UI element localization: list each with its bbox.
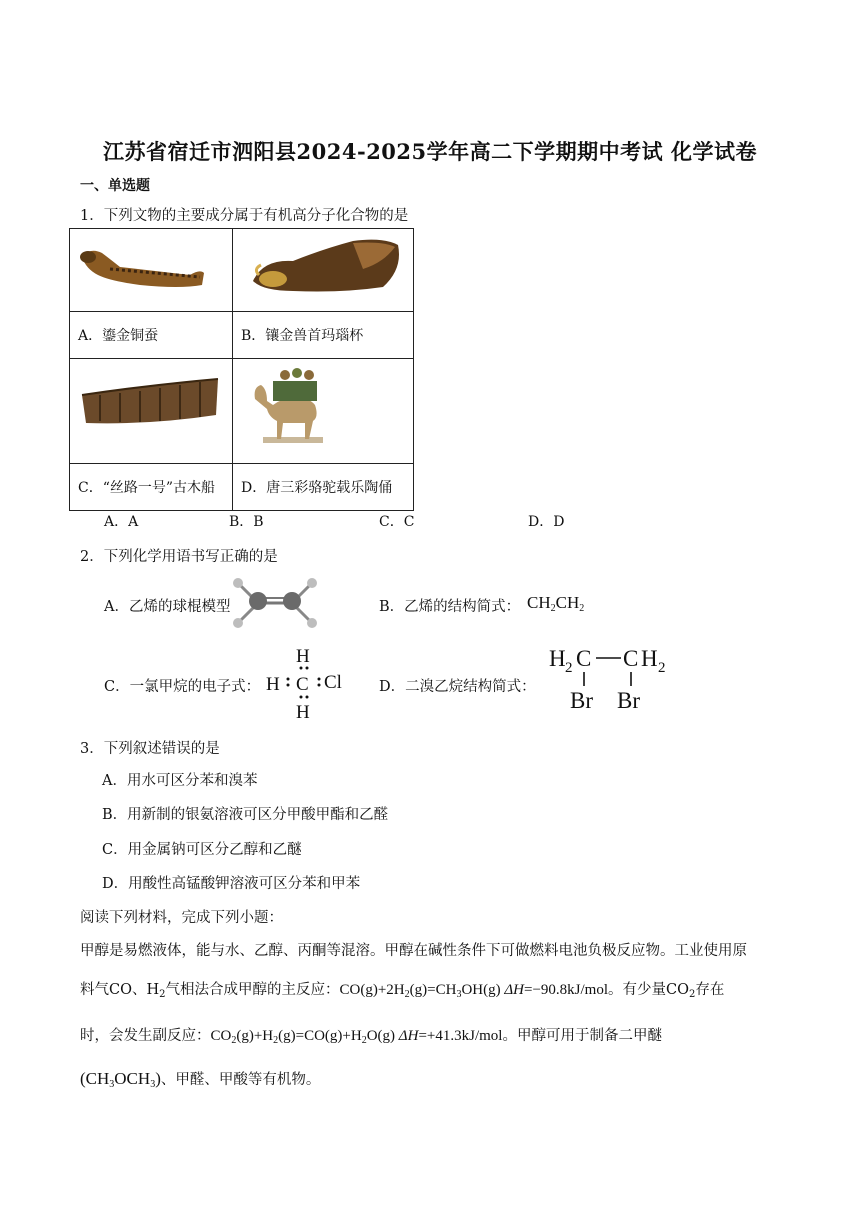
q3-option-b: B．用新制的银氨溶液可区分甲酸甲酯和乙醛	[102, 807, 389, 823]
svg-text:2: 2	[658, 660, 666, 676]
relics-table	[69, 228, 414, 511]
q1-stem: 1．下列文物的主要成分属于有机高分子化合物的是	[80, 208, 409, 224]
q3-option-d: D．用酸性高锰酸钾溶液可区分苯和甲苯	[102, 876, 361, 892]
svg-text:H: H	[641, 646, 658, 671]
tang-sancai-camel-image	[233, 359, 413, 459]
dibromoethane-structure	[545, 642, 675, 716]
reading-line-2c: 。有少量CO	[608, 982, 689, 998]
q1-option-a: A．A	[104, 514, 139, 530]
svg-text:H: H	[296, 646, 310, 667]
svg-text:H: H	[296, 702, 310, 723]
q3-option-a: A．用水可区分苯和溴苯	[102, 773, 258, 789]
gilded-bronze-silkworm-image	[70, 229, 232, 307]
reading-line-1: 甲醇是易燃液体，能与水、乙醇、丙酮等混溶。甲醇在碱性条件下可做燃料电池负极反应物。工业使用原	[80, 943, 747, 959]
reading-intro: 阅读下列材料，完成下列小题：	[80, 910, 283, 926]
q1-option-c: C．C	[379, 514, 415, 530]
svg-text:Cl: Cl	[324, 672, 342, 693]
dimethyl-ether-formula: $(CH_3OCH_3)$	[80, 1069, 161, 1090]
svg-text:H: H	[266, 674, 280, 695]
q2-option-d: D．二溴乙烷结构简式：	[379, 679, 536, 695]
main-reaction-equation: $CO(g)+2H_2(g)=CH_3OH(g)$ ΔH=−90.8kJ/mol	[339, 982, 608, 1000]
ethylene-condensed-formula: $CH_2CH_2$	[527, 593, 585, 614]
q2-option-c: C．一氯甲烷的电子式：	[104, 679, 261, 695]
svg-text:Br: Br	[617, 688, 640, 713]
reading-line-4	[80, 1068, 320, 1090]
q1-option-b: B．B	[229, 514, 264, 530]
svg-text:Br: Br	[570, 688, 593, 713]
relic-label-c: C．“丝路一号”古木船	[70, 464, 233, 511]
page-title: 江苏省宿迁市泗阳县2024-2025学年高二下学期期中考试 化学试卷	[103, 139, 757, 164]
chloromethane-electron-formula	[262, 644, 352, 724]
reading-line-2b: 气相法合成甲醇的主反应：	[165, 982, 340, 998]
ancient-wooden-ship-image	[70, 359, 232, 459]
relic-label-a: A．鎏金铜蚕	[70, 312, 233, 359]
q2-option-b: B．乙烯的结构简式：	[379, 599, 521, 615]
reading-line-3	[80, 1024, 662, 1046]
svg-text:C: C	[623, 646, 639, 671]
reading-line-3a: 时，会发生副反应：	[80, 1028, 211, 1044]
q3-option-c: C．用金属钠可区分乙醇和乙醚	[102, 842, 302, 858]
svg-text:C: C	[576, 646, 592, 671]
section-heading: 一、单选题	[80, 178, 150, 194]
svg-text:C: C	[296, 674, 309, 695]
svg-text:2: 2	[565, 660, 573, 676]
q3-stem: 3．下列叙述错误的是	[80, 741, 220, 757]
reading-line-2a: 料气CO、H	[80, 982, 160, 998]
reading-line-2: 料气CO、$H_2$气相法合成甲醇的主反应：$CO(g)+2H_2(g)=CH_3OH(g)$ ΔH=−90.8kJ/mol。有少量$CO_2$存在	[80, 982, 725, 1000]
relic-image-a	[70, 229, 233, 312]
relic-image-d	[233, 359, 414, 464]
ethylene-ball-stick-model	[228, 577, 322, 629]
relic-image-b	[233, 229, 414, 312]
q2-option-a: A．乙烯的球棍模型	[104, 599, 231, 615]
relic-label-d: D．唐三彩骆驼载乐陶俑	[233, 464, 414, 511]
side-reaction-equation: $CO_2(g)+H_2(g)=CO(g)+H_2O(g)$ ΔH=+41.3kJ/mol	[210, 1028, 503, 1046]
svg-text:H: H	[549, 646, 566, 671]
agate-cup-image	[233, 229, 413, 307]
q2-stem: 2．下列化学用语书写正确的是	[80, 549, 278, 565]
relic-image-c	[70, 359, 233, 464]
relic-label-b: B．镶金兽首玛瑙杯	[233, 312, 414, 359]
reading-line-4b: 、甲醛、甲酸等有机物。	[160, 1072, 321, 1088]
reading-line-2d: 存在	[695, 982, 725, 998]
q1-option-d: D．D	[528, 514, 565, 530]
reading-line-3b: 。甲醇可用于制备二甲醚	[502, 1028, 662, 1044]
